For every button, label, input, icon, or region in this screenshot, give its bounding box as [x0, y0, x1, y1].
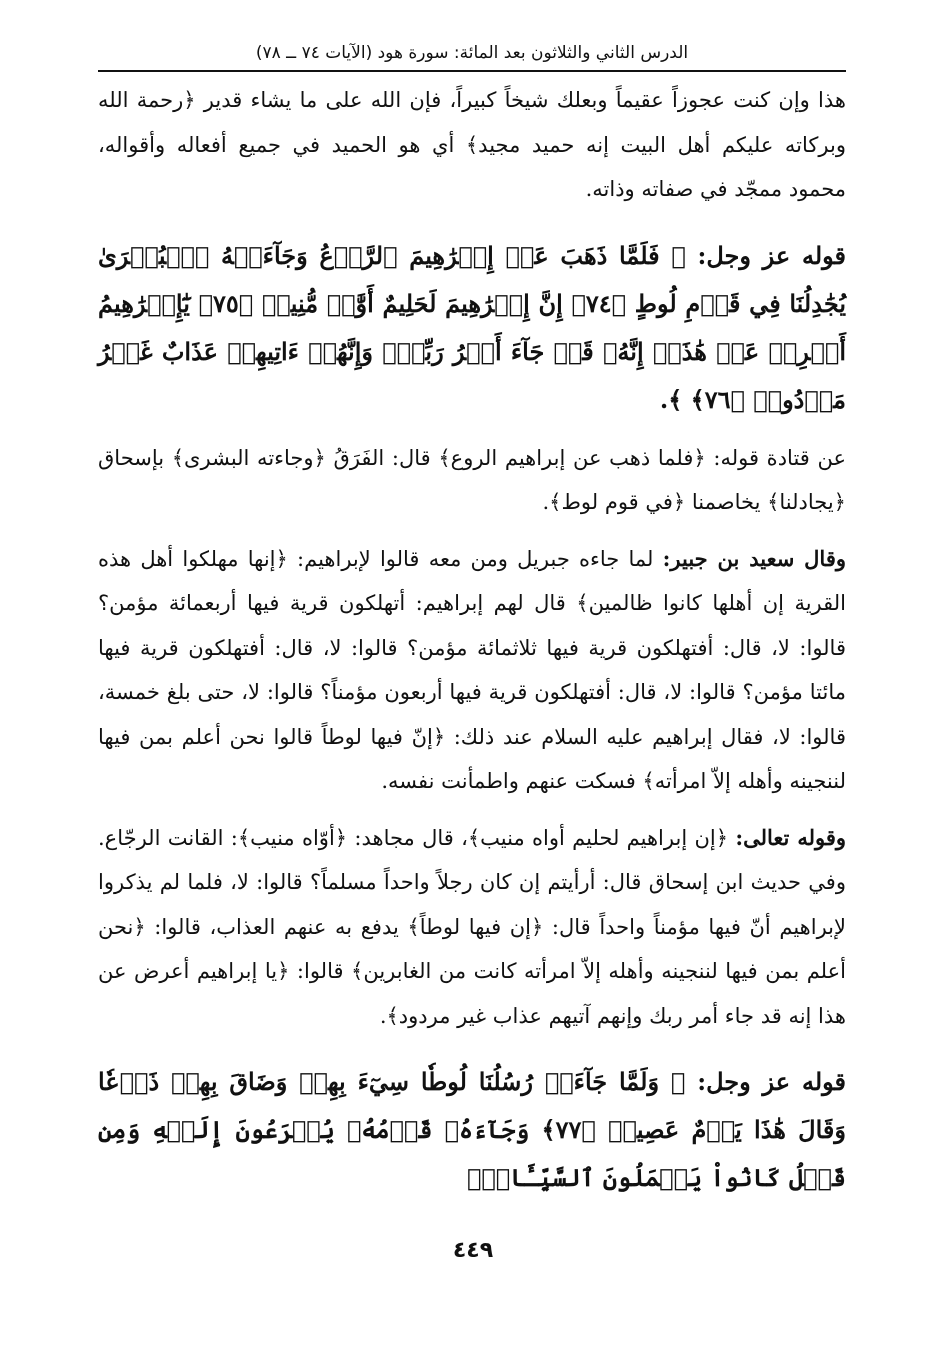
paragraph-hamid-majid: هذا وإن كنت عجوزاً عقيماً وبعلك شيخاً كبيراً، فإن الله على ما يشاء قدير ﴿رحمة الله وبركاته عليكم أهل البيت إنه حميد مجيد﴾ أي هو الحميد في جميع أفعاله وأقواله، محمود ممجّد في صفاته وذاته. [98, 88, 846, 201]
paragraph-said-ibn-jubair [98, 537, 846, 804]
paragraph-awwah-munib [98, 816, 846, 1039]
verse-intro: قوله عز وجل: [697, 240, 847, 270]
book-page [98, 40, 846, 1208]
paragraph-body: لما جاءه جبريل ومن معه قالوا لإبراهيم: ﴿إنها مهلكوا أهل هذه القرية إن أهلها كانوا ظالمين﴾ قال لهم إبراهيم: أتهلكون قرية فيها أربعمائة مؤمن؟ قالوا: لا، قال: أفتهلكون قرية فيها ثلاثمائة مؤمن؟ قالوا: لا، قال: أفتهلكون قرية فيها مائتا مؤمن؟ قالوا: لا، قال: أفتهلكون قرية فيها أربعون مؤمناً؟ قالوا: لا، حتى بلغ خمسة، قالوا: لا، فقال إبراهيم عليه السلام عند ذلك: ﴿إنّ فيها لوطاً قالوا نحن أعلم بمن فيها لننجينه وأهله إلاّ امرأته﴾ فسكت عنهم واطمأنت نفسه. [98, 546, 846, 793]
running-header: الدرس الثاني والثلاثون بعد المائة: سورة هود (الآيات ٧٤ ــ ٧٨) [255, 43, 689, 63]
header-rule [98, 70, 846, 72]
verse-text: ﴿ وَلَمَّا جَآءَتۡ رُسُلُنَا لُوطٗا سِيٓءَ بِهِمۡ وَضَاقَ بِهِمۡ ذَرۡعٗا وَقَالَ هَٰذَا يَوۡمٌ عَصِيبٞ ﴿٧٧﴾ وَجَآءَهُۥ قَوۡمُهُۥ يُهۡرَعُونَ إِلَيۡهِ وَمِن قَبۡلُ كَانُواْ يَعۡمَلُونَ ٱلسَّيِّـَٔاتِۚ [98, 1067, 846, 1192]
page-number: ٤٤٩ [452, 1238, 494, 1263]
quran-verses-77-78 [98, 1058, 846, 1202]
paragraph-lead: وقال سعيد بن جبير: [662, 545, 846, 571]
quran-verses-74-76 [98, 232, 846, 424]
paragraph-body: ﴿إن إبراهيم لحليم أواه منيب﴾، قال مجاهد: ﴿أوّاه منيب﴾: القانت الرجّاع. وفي حديث ابن إسحاق قال: أرأيتم إن كان رجلاً واحداً مسلماً؟ قالوا: لا، فلما لم يذكروا لإبراهيم أنّ فيها مؤمناً واحداً قال: ﴿إن فيها لوطاً﴾ يدفع به عنهم العذاب، قالوا: ﴿نحن أعلم بمن فيها لننجينه وأهله إلاّ امرأته كانت من الغابرين﴾ قالوا: ﴿يا إبراهيم أعرض عن هذا إنه قد جاء أمر ربك وإنهم آتيهم عذاب غير مردود﴾. [98, 825, 846, 1028]
paragraph-qatada: عن قتادة قوله: ﴿فلما ذهب عن إبراهيم الروع﴾ قال: الفَرَقُ ﴿وجاءته البشرى﴾ بإسحاق ﴿يجادلنا﴾ يخاصمنا ﴿في قوم لوط﴾. [98, 445, 846, 514]
paragraph-lead: وقوله تعالى: [735, 824, 847, 850]
verse-text: ﴿ فَلَمَّا ذَهَبَ عَنۡ إِبۡرَٰهِيمَ ٱلرَّوۡعُ وَجَآءَتۡهُ ٱلۡبُشۡرَىٰ يُجَٰدِلُنَا فِي قَوۡمِ لُوطٍ ﴿٧٤﴾ إِنَّ إِبۡرَٰهِيمَ لَحَلِيمٌ أَوَّٰهٞ مُّنِيبٞ ﴿٧٥﴾ يَٰٓإِبۡرَٰهِيمُ أَعۡرِضۡ عَنۡ هَٰذَآۖ إِنَّهُۥ قَدۡ جَآءَ أَمۡرُ رَبِّكَۖ وَإِنَّهُمۡ ءَاتِيهِمۡ عَذَابٌ غَيۡرُ مَرۡدُودٖ ﴿٧٦﴾ ﴾. [98, 240, 846, 414]
verse-intro: قوله عز وجل: [697, 1067, 846, 1096]
